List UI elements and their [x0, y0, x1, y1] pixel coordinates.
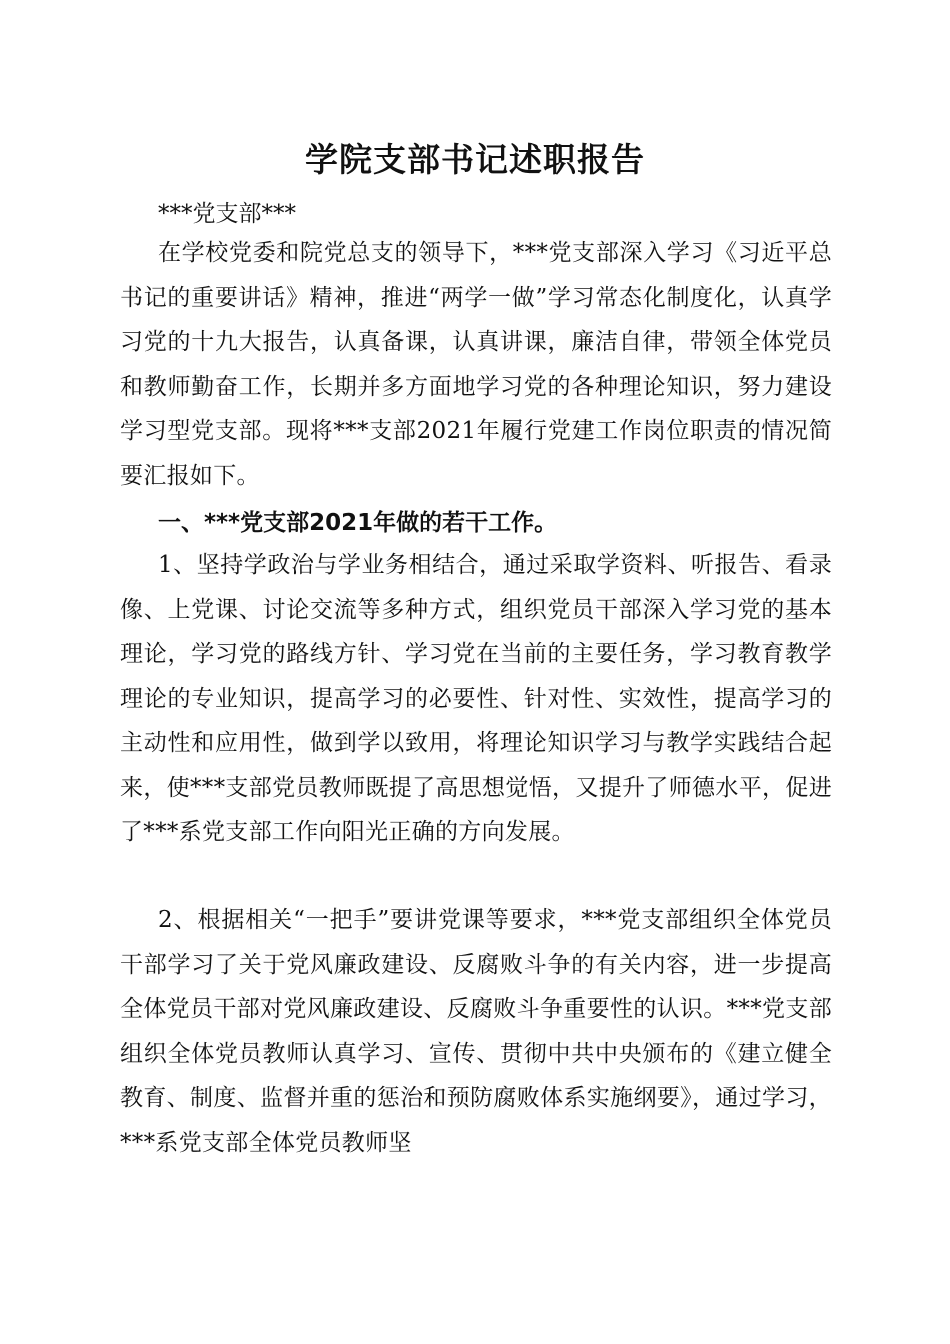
paragraph-item-2: 2、根据相关“一把手”要讲党课等要求，***党支部组织全体党员干部学习了关于党风廉政建设、反腐败斗争的有关内容，进一步提高全体党员干部对党风廉政建设、反腐败斗争重要性的认识。***党支部组织全体党员教师认真学习、宣传、贯彻中共中央颁布的《建立健全教育、制度、监督并重的惩治和预防腐败体系实施纲要》，通过学习，***系党支部全体党员教师坚	[120, 907, 832, 1156]
paragraph-item-1: 1、坚持学政治与学业务相结合，通过采取学资料、听报告、看录像、上党课、讨论交流等多种方式，组织党员干部深入学习党的基本理论，学习党的路线方针、学习党在当前的主要任务，学习教育教学理论的专业知识，提高学习的必要性、针对性、实效性，提高学习的主动性和应用性，做到学以致用，将理论知识学习与教学实践结合起来，使***支部党员教师既提了高思想觉悟，又提升了师德水平，促进了***系党支部工作向阳光正确的方向发展。	[120, 552, 832, 845]
document-title: 学院支部书记述职报告	[305, 140, 645, 179]
author-line: ***党支部***	[158, 201, 296, 227]
intro-paragraph: 在学校党委和院党总支的领导下，***党支部深入学习《习近平总书记的重要讲话》精神，推进“两学一做”学习常态化制度化，认真学习党的十九大报告，认真备课，认真讲课，廉洁自律，带领全体党员和教师勤奋工作，长期并多方面地学习党的各种理论知识，努力建设学习型党支部。现将***支部2021年履行党建工作岗位职责的情况简要汇报如下。	[120, 240, 832, 489]
section-heading-1: 一、***党支部2021年做的若干工作。	[158, 510, 558, 536]
